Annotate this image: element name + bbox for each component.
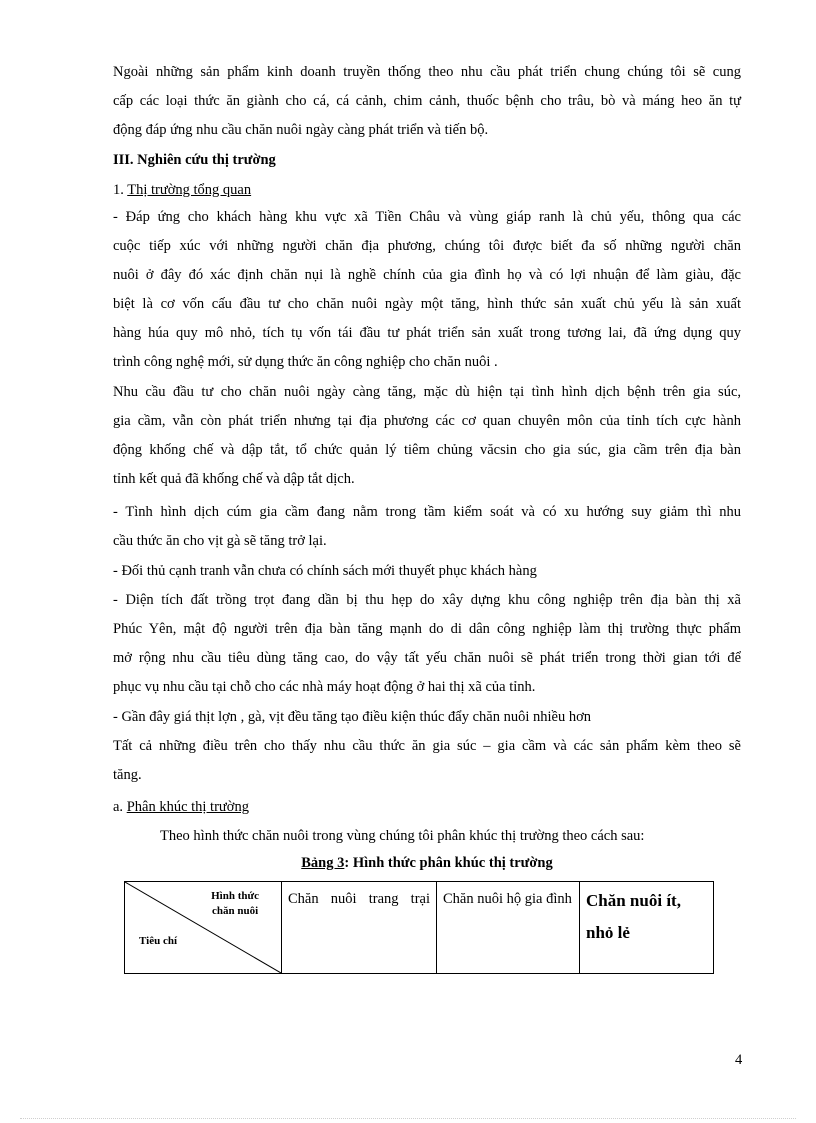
diag-header-bottom: Tiêu chí (139, 935, 178, 947)
text-line: cuộc tiếp xúc với những người chăn địa phương, chúng tôi được biết đa số những người chăn (113, 238, 741, 254)
text-line: - Gần đây giá thịt lợn , gà, vịt đều tăng tạo điều kiện thúc đẩy chăn nuôi nhiều hơn (113, 709, 592, 725)
subsubsection-heading (113, 797, 249, 817)
segmentation-table (124, 881, 714, 974)
table-row (125, 882, 714, 974)
table-header-household: Chăn nuôi hộ gia đình (437, 882, 580, 974)
subsubsection-number: a. (113, 799, 127, 815)
paragraph-6 (113, 703, 741, 732)
text-line: gia cầm, vẫn còn phát triển nhưng tại địa phương các cơ quan chuyên môn của tỉnh tích cực hành (113, 413, 741, 429)
table-caption-label: Bảng 3 (301, 855, 345, 871)
diag-top-line2: chăn nuôi (211, 905, 259, 917)
page-number: 4 (735, 1052, 743, 1068)
text-line: tỉnh kết quả đã khống chế và dập tắt dịch. (113, 471, 355, 487)
table-header-farm: Chăn nuôi trang trại (282, 882, 437, 974)
paragraph-7 (113, 732, 741, 790)
text-line: Phúc Yên, mật độ người trên địa bàn tăng mạnh do di dân công nghiệp làm thị trường thực phẩm (113, 621, 741, 637)
subsection-number: 1. (113, 182, 128, 198)
table-caption (113, 853, 741, 873)
table-header-small: Chăn nuôi ít, nhỏ lẻ (580, 882, 714, 974)
text-line: mở rộng nhu cầu tiêu dùng tăng cao, do vậy tất yếu chăn nuôi sẽ phát triển trong thời gian tới để (113, 650, 741, 666)
paragraph-3 (113, 498, 741, 556)
subsection-title: Thị trường tổng quan (127, 182, 252, 198)
diagonal-header-cell (125, 882, 282, 974)
text-line: phục vụ nhu cầu tại chỗ cho các nhà máy hoạt động ở hai thị xã của tỉnh. (113, 679, 536, 695)
table-caption-text: : Hình thức phân khúc thị trường (344, 855, 553, 871)
paragraph-2 (113, 378, 741, 494)
paragraph-1 (113, 203, 741, 377)
table-intro: Theo hình thức chăn nuôi trong vùng chúng tôi phân khúc thị trường theo cách sau: (160, 828, 645, 844)
text-line: Nhu cầu đầu tư cho chăn nuôi ngày càng tăng, mặc dù hiện tại tình hình dịch bệnh trên gia súc, (113, 384, 741, 400)
diag-top-line1: Hình thức (211, 890, 259, 902)
text-line: động đáp ứng nhu cầu chăn nuôi ngày càng phát triển và tiến bộ. (113, 122, 489, 138)
text-line: - Diện tích đất trồng trọt đang dần bị thu hẹp do xây dựng khu công nghiệp trên địa bàn thị xã (113, 592, 741, 608)
subsection-heading (113, 180, 251, 200)
text-line: Ngoài những sản phẩm kinh doanh truyền thống theo nhu cầu phát triển chung chúng tôi sẽ cung (113, 64, 741, 80)
section-heading: III. Nghiên cứu thị trường (113, 152, 276, 168)
diag-header-top (211, 889, 259, 919)
text-line: cấp các loại thức ăn giành cho cá, cá cảnh, chim cảnh, thuốc bệnh cho trâu, bò và máng heo ăn tự (113, 93, 741, 109)
text-line: hàng húa quy mô nhỏ, tích tụ vốn tái đầu tư phát triển sản xuất trong tương lai, đã ứng dụng quy (113, 325, 741, 341)
page-footer-divider (20, 1118, 796, 1119)
text-line: Tất cả những điều trên cho thấy nhu cầu thức ăn gia súc – gia cầm và các sản phẩm kèm theo sẽ (113, 738, 741, 754)
intro-paragraph (113, 58, 741, 145)
paragraph-4 (113, 557, 741, 586)
text-line: - Tình hình dịch cúm gia cầm đang nằm trong tầm kiểm soát và có xu hướng suy giảm thì nhu (113, 504, 741, 520)
paragraph-5 (113, 586, 741, 702)
text-line: động khống chế và dập tắt, tổ chức quản lý tiêm chủng văcsin cho gia súc, gia cầm trên địa bàn (113, 442, 741, 458)
text-line: nuôi ở đây đó xác định chăn nụi là nghề chính của gia đình họ và có lợi nhuận để làm giàu, đặc (113, 267, 741, 283)
text-line: biệt là cơ vốn cấu đầu tư cho chăn nuôi ngày một tăng, hình thức sản xuất chủ yếu là sản xuất (113, 296, 741, 312)
text-line: - Đáp ứng cho khách hàng khu vực xã Tiền Châu và vùng giáp ranh là chủ yếu, thông qua các (113, 209, 741, 225)
subsubsection-title: Phân khúc thị trường (126, 799, 249, 815)
text-line: - Đối thủ cạnh tranh vẫn chưa có chính sách mới thuyết phục khách hàng (113, 563, 537, 579)
text-line: trình công nghệ mới, sử dụng thức ăn công nghiệp cho chăn nuôi . (113, 354, 498, 370)
text-line: cầu thức ăn cho vịt gà sẽ tăng trở lại. (113, 533, 327, 549)
text-line: tăng. (113, 767, 142, 783)
